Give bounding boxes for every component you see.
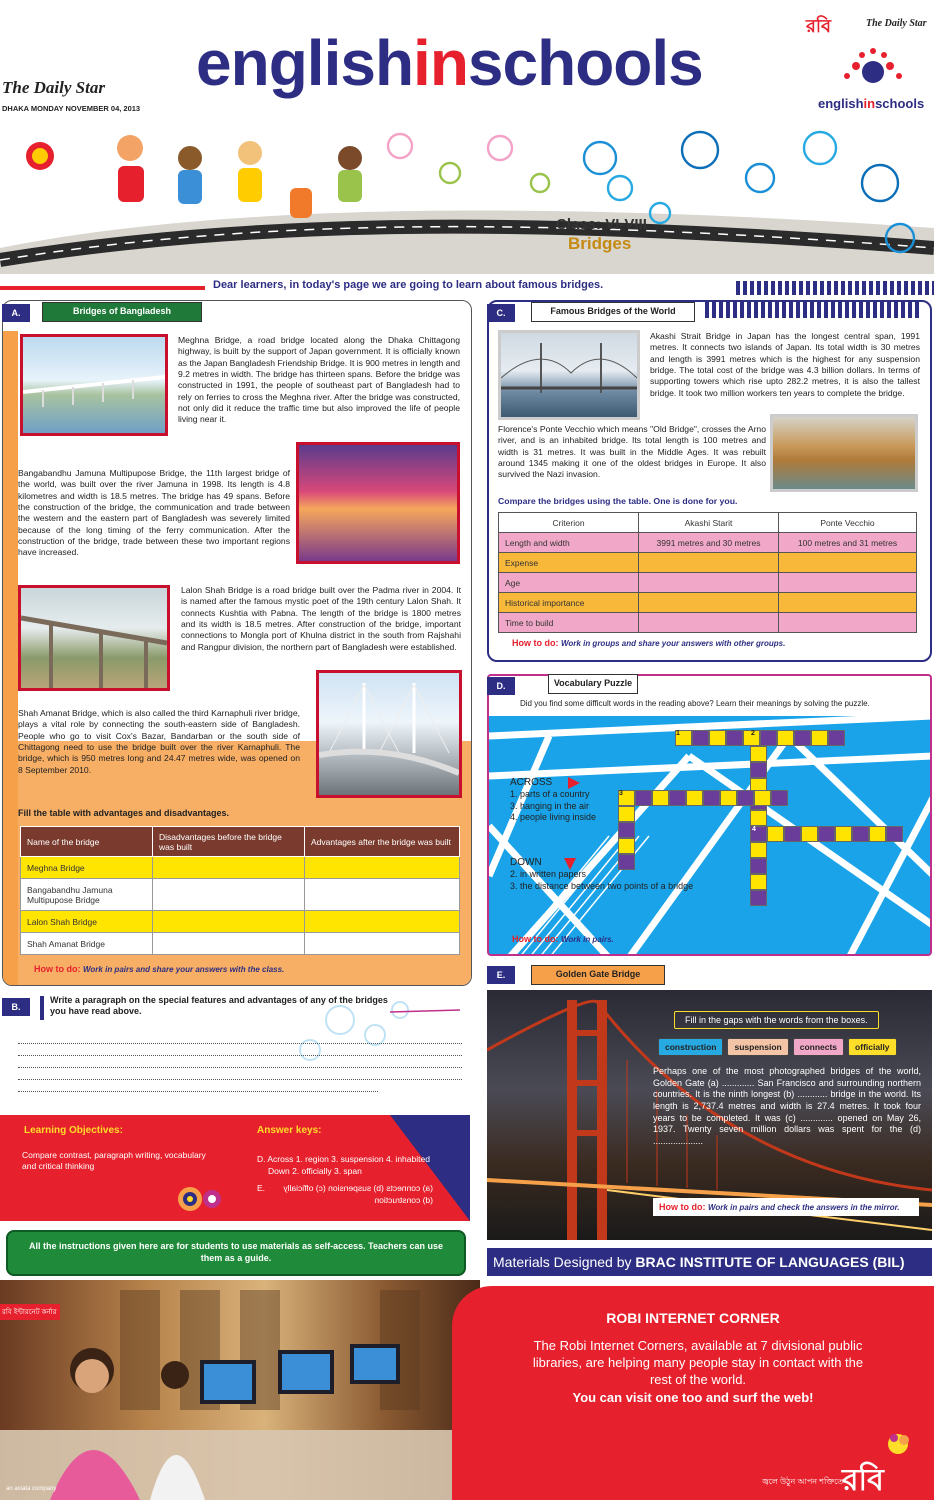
section-c-stripes <box>705 302 920 318</box>
intro-bar-left <box>0 286 205 290</box>
table-cell-input[interactable] <box>305 911 460 933</box>
section-c-howto: How to do: Work in groups and share your answers with other groups. <box>512 638 786 648</box>
section-a-orange-deco-2 <box>3 331 18 986</box>
section-e-letter: E. <box>487 966 515 984</box>
credit-bar: Materials Designed by BRAC INSTITUTE OF LANGUAGES (BIL) <box>487 1248 932 1276</box>
suspension-bridge-icon <box>501 333 637 417</box>
section-a-table-title: Fill the table with advantages and disadvantages. <box>18 808 230 818</box>
table-cell-bridge: Lalon Shah Bridge <box>21 911 153 933</box>
across-clues <box>510 776 596 824</box>
compare-input[interactable] <box>779 553 917 573</box>
section-c-letter: C. <box>487 304 515 322</box>
eis-logo-text: englishinschools <box>818 96 925 111</box>
jamuna-bridge-photo <box>296 442 460 564</box>
advantages-table <box>20 826 460 955</box>
robi-corner-sign: রবি ইন্টারনেট কর্নার <box>0 1304 60 1320</box>
crossword-num-2: 2 <box>751 730 755 737</box>
jamuna-paragraph: Bangabandhu Jamuna Multipupose Bridge, the 11th largest bridge of the world, was built over the river Jamuna in 1998. Its length is 4.8 kilometres and width is 18.5 metres. The bridge has 49 spans. Before the construction of the bridge, the communication and trade between the western and the eastern part of Bangladesh was severely limited because of the long timing of the ferry communication. After the construction of the bridge, trade between these two important regions have increased. <box>18 468 290 558</box>
section-d-title: Vocabulary Puzzle <box>548 674 638 694</box>
compare-header: Ponte Vecchio <box>779 513 917 533</box>
compare-input[interactable] <box>779 573 917 593</box>
across-clue: 4. people living inside <box>510 812 597 823</box>
fill-gaps-instruction: Fill in the gaps with the words from the boxes. <box>674 1011 879 1029</box>
crossword-row-3 <box>618 790 788 806</box>
ad-cta: You can visit one too and surf the web! <box>572 1390 814 1405</box>
compare-table <box>498 512 917 633</box>
objectives-text: Compare contrast, paragraph writing, vocabulary and critical thinking <box>22 1150 206 1172</box>
robi-ad <box>0 1280 934 1500</box>
crossword-num-3: 3 <box>619 790 623 797</box>
table-cell-bridge: Bangabandhu Jamuna Multipupose Bridge <box>21 879 153 911</box>
class-label: Class: VI-VIII <box>556 216 647 233</box>
table-cell-bridge: Shah Amanat Bridge <box>21 933 153 955</box>
masthead <box>0 0 934 128</box>
compare-input[interactable] <box>639 593 779 613</box>
word-box[interactable]: suspension <box>727 1038 788 1056</box>
ad-title: ROBI INTERNET CORNER <box>606 1310 780 1326</box>
across-clue: 1. parts of a country <box>510 789 590 799</box>
target-circles-icon <box>170 1184 230 1214</box>
banner-illustration <box>0 128 934 274</box>
section-a-title: Bridges of Bangladesh <box>42 302 202 322</box>
daily-star-logo-right: The Daily Star <box>866 18 927 29</box>
down-clues <box>510 856 693 892</box>
section-b-bar <box>40 996 44 1020</box>
section-b-instruction: Write a paragraph on the special features and advantages of any of the bridges you have read above. <box>50 995 388 1017</box>
answers-e1-mirrored: (a) connects (b) suspension (c) officially <box>283 1183 433 1193</box>
compare-header: Akashi Starit <box>639 513 779 533</box>
down-clue: 3. the distance between two points of a bridge <box>510 880 694 891</box>
section-d-instruction: Did you find some difficult words in the reading above? Learn their meanings by solving the puzzle. <box>520 699 870 708</box>
robi-logo: রবি <box>842 1464 884 1497</box>
word-box-row <box>658 1037 901 1056</box>
table-cell-input[interactable] <box>153 857 305 879</box>
word-box[interactable]: officially <box>848 1038 896 1056</box>
across-clue: 3. hanging in the air <box>510 800 590 811</box>
golden-gate-text: Perhaps one of the most photographed bridges of the world, Golden Gate (a) ............. San Francisco and surrounding northern countries. It is the ninth longest (b) ............ bridge in the world. Its length is 2,737.4 metres and width is 27.4 metres. It took four years to be completed. It was (c) ............. opened on May 26, 1937. Twenty seven million dollars was spent for the (d) .................... <box>653 1066 921 1147</box>
table-header: Name of the bridge <box>21 827 153 857</box>
answers-e2-mirrored: (d) construction <box>374 1195 433 1205</box>
section-e-title: Golden Gate Bridge <box>531 965 665 985</box>
objectives-triangle <box>390 1115 470 1221</box>
down-arrow-icon <box>564 858 576 870</box>
eis-logo-icon <box>838 46 908 92</box>
compare-akashi: 3991 metres and 30 metres <box>639 533 779 553</box>
ponte-vecchio-photo <box>770 414 918 492</box>
bridge-icon-2 <box>21 588 167 688</box>
compare-criterion: Age <box>499 573 639 593</box>
cable-bridge-icon <box>319 673 459 795</box>
table-cell-input[interactable] <box>153 879 305 911</box>
table-cell-bridge: Meghna Bridge <box>21 857 153 879</box>
objectives-title: Learning Objectives: <box>24 1125 123 1136</box>
notice-text: All the instructions given here are for students to use materials as self-access. Teachers can use them as a guide. <box>29 1241 443 1264</box>
intro-text: Dear learners, in today's page we are going to learn about famous bridges. <box>213 279 604 291</box>
computer-lab-icon <box>0 1280 480 1500</box>
topic-label: Bridges <box>568 234 632 253</box>
compare-ponte: 100 metres and 31 metres <box>779 533 917 553</box>
compare-input[interactable] <box>779 593 917 613</box>
ad-text: The Robi Internet Corners, available at 7 divisional public libraries, are helping many people stay in contact with the rest of the world. <box>532 1338 864 1387</box>
word-box[interactable]: construction <box>658 1038 723 1056</box>
meghna-paragraph: Meghna Bridge, a road bridge located along the Dhaka Chittagong highway, is built by the support of Japan government. It is officially known as the Japan Bangladesh Friendship Bridge. It is 900 metres in length and 9.2 metres in width. The bridge has thirteen spans. Before the bridge was constructed in 1991, the people of southeast part of Bangladesh had to rely on ferries to cross the Meghna river. After the bridge was constructed, not only did it reduce the traffic time but also improved the life of people living near it. <box>178 335 460 425</box>
crossword-num-4: 4 <box>752 826 756 833</box>
section-c-title: Famous Bridges of the World <box>531 302 695 322</box>
across-arrow-icon <box>568 777 580 789</box>
compare-criterion: Historical importance <box>499 593 639 613</box>
compare-input[interactable] <box>779 613 917 633</box>
daily-star-logo-left: The Daily Star <box>2 78 105 97</box>
crossword-row-1 <box>675 730 845 746</box>
answers-title: Answer keys: <box>257 1125 322 1136</box>
answers-d: D. Across 1. region 3. suspension 4. inhabited <box>257 1154 430 1164</box>
section-b-letter: B. <box>2 998 30 1016</box>
lalon-bridge-photo <box>18 585 170 691</box>
answers-e-label: E. <box>257 1183 266 1193</box>
table-header: Advantages after the bridge was built <box>305 827 460 857</box>
answers-d2: Down 2. officially 3. span <box>268 1166 362 1176</box>
compare-criterion: Length and width <box>499 533 639 553</box>
compare-criterion: Time to build <box>499 613 639 633</box>
compare-header: Criterion <box>499 513 639 533</box>
akashi-paragraph: Akashi Strait Bridge in Japan has the longest central span, 1991 metres. It connects two islands of Japan. Its total width is 30 metres and length is 3991 metres which is the highest for any suspension bridge. The total cost of the bridge was 4.3 billion dollars. In terms of supporting towers which rise upto 282.2 metres, it is also the tallest bridge. It took two million workers ten years to complete the bridge. <box>650 331 920 398</box>
section-d-howto: How to do: Work in pairs. <box>512 934 614 944</box>
section-a-howto: How to do: Work in pairs and share your answers with the class. <box>34 964 285 974</box>
compare-input[interactable] <box>639 553 779 573</box>
akashi-bridge-photo <box>498 330 640 420</box>
table-cell-input[interactable] <box>305 857 460 879</box>
meghna-bridge-photo <box>20 334 168 436</box>
ponte-vecchio-paragraph: Florence's Ponte Vecchio which means "Old Bridge", crosses the Arno river, and is an inhabited bridge. Its total length is 100 metres and width is 31 metres. It was built in the Middle Ages. It was rebuilt around 1345 making it one of the oldest bridges in Europe. It also survived the Nazi invasion. <box>498 424 766 480</box>
shah-amanat-bridge-photo <box>316 670 462 798</box>
table-cell-input[interactable] <box>305 879 460 911</box>
down-label: DOWN <box>510 857 542 868</box>
library-photo <box>0 1280 480 1500</box>
robi-logo-small: রবি <box>806 16 832 36</box>
dateline: DHAKA MONDAY NOVEMBER 04, 2013 <box>2 104 141 113</box>
section-e-howto: How to do: Work in pairs and check the answers in the mirror. <box>653 1198 919 1216</box>
writing-lines[interactable] <box>18 1032 462 1092</box>
intro-bar-right <box>736 281 934 295</box>
banner <box>0 128 934 274</box>
ad-tagline: জ্বলে উঠুন আপন শক্তিতে <box>762 1477 844 1486</box>
table-cell-input[interactable] <box>153 933 305 955</box>
compare-title: Compare the bridges using the table. One is done for you. <box>498 496 738 506</box>
bridge-icon <box>23 337 165 433</box>
section-a-letter: A. <box>2 304 30 322</box>
compare-criterion: Expense <box>499 553 639 573</box>
table-cell-input[interactable] <box>305 933 460 955</box>
across-label: ACROSS <box>510 777 553 788</box>
word-box[interactable]: connects <box>793 1038 844 1056</box>
lalon-paragraph: Lalon Shah Bridge is a road bridge built over the Padma river in 2004. It is named after the famous mystic poet of the 19th century Lalon Shah. It connects Kushtia with Pabna. The length of the bridge is 1800 metres and its width is 18.5 metres. After construction of the bridge, important connections to Mongla port of Khulna district in the south from Rajshahi and Rangpur division, the northern part of Bangladesh were established. <box>181 585 461 652</box>
shah-amanat-paragraph: Shah Amanat Bridge, which is also called the third Karnaphuli river bridge, plays a vital role by connecting the south-eastern side of Bangladesh. People who go to visit Cox's Bazar, Bandarban or the south side of Chittagong need to use the bridge built over the river Karnaphuli. The bridge, which is 950 metres long and 24.47 metres wide, was opened on 8 September 2010. <box>18 708 300 775</box>
page-title: englishinschools <box>196 27 703 99</box>
down-clue: 2. in written papers <box>510 869 587 879</box>
crossword-row-4 <box>750 826 903 842</box>
table-cell-input[interactable] <box>153 911 305 933</box>
axiata-text: an axiata company <box>6 1486 57 1492</box>
compare-input[interactable] <box>639 573 779 593</box>
crossword-num-1: 1 <box>676 730 680 737</box>
section-d-letter: D. <box>487 677 515 695</box>
table-header: Disadvantages before the bridge was built <box>153 827 305 857</box>
compare-input[interactable] <box>639 613 779 633</box>
